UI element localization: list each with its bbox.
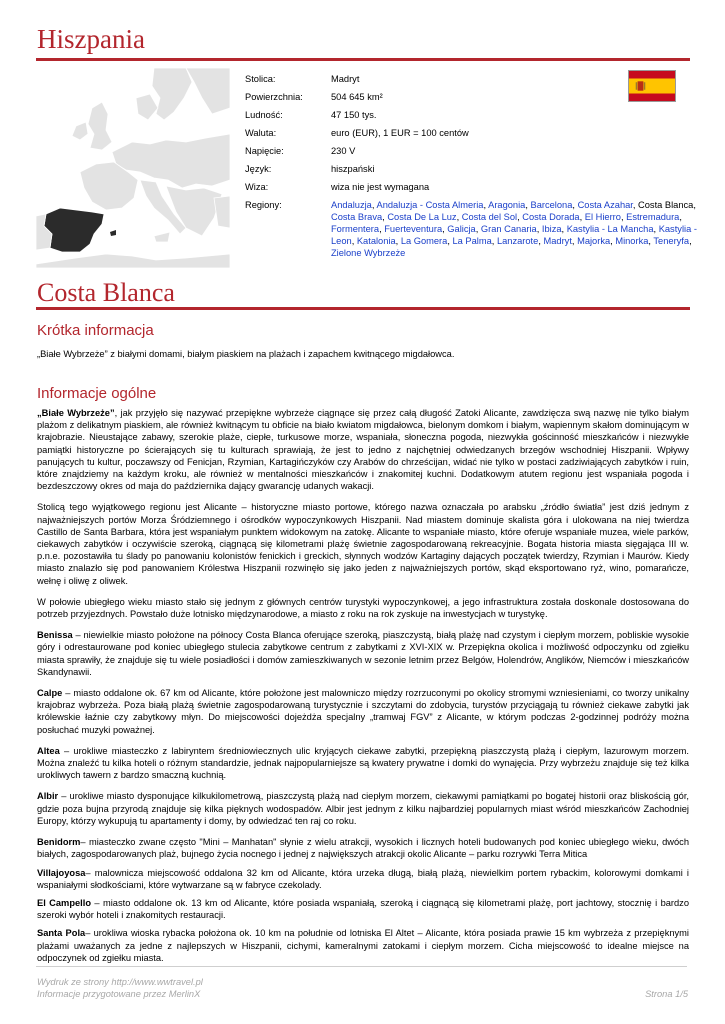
footer-divider: [36, 966, 687, 967]
info-label: Regiony:: [245, 200, 282, 210]
info-label: Napięcie:: [245, 146, 284, 156]
paragraph-lead: Santa Pola: [37, 928, 86, 939]
paragraph-text: – miasto oddalone ok. 67 km od Alicante, które położone jest malowniczo między rozrzuconymi po okolicy stromymi wzniesieniami, co tworzy unikalny krajobraz wybrzeża. Poza białą plażą świetnie zagospodarowaną turystycznie i szczytami do zdobycia, turystów przyciągają tu również ciekawe zabytki jak królewskie łaźnie czy zabytkowy młyn. Do miejscowości dojeżdża specjalny „tramwaj FGV” z Alicante, w którym podczas 2-godzinnej podróży można posłuchać muzyki poważnej.: [37, 688, 689, 735]
info-row-visa: [245, 181, 700, 193]
region-link[interactable]: Costa De La Luz: [387, 212, 457, 222]
region-link[interactable]: Formentera: [331, 224, 380, 234]
region-link[interactable]: Barcelona: [530, 200, 573, 210]
region-link[interactable]: Andaluzja - Costa Almeria: [376, 200, 484, 210]
paragraph: [37, 927, 689, 964]
paragraph-text: – miasteczko zwane często "Mini – Manhatan" słynie z wielu atrakcji, wysokich i licznych hoteli budowanych pod koniec ubiegłego wieku, dwóch białych, zagospodarowanych plaż, bujnego życia nocnego i jednej z największych atrakcji okolic Alicante – parku rozrywki Terra Mitica: [37, 837, 689, 860]
paragraph-lead: Calpe: [37, 688, 63, 699]
info-label: Waluta:: [245, 128, 277, 138]
region-link[interactable]: Lanzarote: [496, 236, 539, 246]
region-link[interactable]: Kastylia - Leon: [331, 224, 697, 246]
paragraph-text: – urokliwe miasteczko z labiryntem średniowiecznych ulic kryjących ciekawe zabytki, przepiękną piaszczystą plażą i ciepłym, lazurowym morzem. Można znaleźć tu kilka hoteli o różnym standardzie, jednak najpopularniejsze są kwatery prywatne i domki do wynajęcia. Przy wybrzeżu znajduje się też kilka urokliwych tawern z bardzo smaczną kuchnią.: [37, 745, 689, 781]
section-title: Costa Blanca: [37, 278, 175, 307]
info-row-regions: [245, 199, 700, 259]
paragraph: [37, 745, 689, 782]
paragraph-lead: „Białe Wybrzeże”: [37, 408, 115, 418]
info-value: wiza nie jest wymagana: [331, 182, 430, 192]
region-link[interactable]: Teneryfa: [653, 236, 690, 246]
section-divider: [36, 307, 690, 310]
region-link[interactable]: La Palma: [452, 236, 492, 246]
paragraph-lead: Altea: [37, 745, 60, 756]
paragraph-lead: El Campello: [37, 897, 92, 908]
region-link[interactable]: Costa Brava: [331, 212, 383, 222]
title-divider: [36, 58, 690, 61]
info-label: Powierzchnia:: [245, 92, 303, 102]
region-link[interactable]: La Gomera: [400, 236, 448, 246]
region-link[interactable]: Aragonia: [488, 200, 526, 210]
info-row-currency: [245, 127, 700, 139]
paragraph: [37, 596, 689, 620]
region-link[interactable]: El Hierro: [584, 212, 621, 222]
region-link[interactable]: Ibiza: [541, 224, 562, 234]
info-row-language: [245, 163, 700, 175]
paragraph: [37, 867, 689, 891]
region-link[interactable]: Estremadura: [626, 212, 680, 222]
region-link[interactable]: Kastylia - La Mancha: [566, 224, 654, 234]
paragraph-text: W połowie ubiegłego wieku miasto stało się jednym z głównych centrów turystyki wypoczynkowej, a jego infrastruktura została doskonale dostosowana do potrzeb przyjezdnych. Powstało duże lotnisko międzynarodowe, a miasto z roku na rok zyskuje na inwestycjach w turystykę.: [37, 596, 689, 620]
region-link: Costa Blanca: [638, 200, 694, 210]
info-row-voltage: [245, 145, 700, 157]
page-title: Hiszpania: [37, 24, 145, 54]
region-link[interactable]: Costa Azahar: [577, 200, 633, 210]
paragraph: [37, 836, 689, 860]
regions-list: Andaluzja, Andaluzja - Costa Almeria, Aragonia, Barcelona, Costa Azahar, Costa Blanca, Costa Brava, Costa De La Luz, Costa del Sol, Costa Dorada, El Hierro, Estremadura, Formentera, Fuerteventura, Galicja, Gran Canaria, Ibiza, Kastylia - La Mancha, Kastylia - Leon, Katalonia, La Gomera, La Palma, Lanzarote, Madryt, Majorka, Minorka, Teneryfa, Zielone Wybrzeże: [331, 200, 697, 258]
footer-prepared-by: Informacje przygotowane przez MerlinX: [37, 989, 201, 999]
region-link[interactable]: Zielone Wybrzeże: [331, 248, 406, 258]
paragraph: [37, 687, 689, 736]
info-value: Madryt: [331, 74, 360, 84]
info-value: 47 150 tys.: [331, 110, 377, 120]
info-label: Ludność:: [245, 110, 283, 120]
info-label: Język:: [245, 164, 272, 174]
short-info-heading: Krótka informacja: [37, 322, 154, 339]
paragraph: [37, 501, 689, 586]
paragraph-text: – niewielkie miasto położone na północy Costa Blanca oferujące szeroką, piaszczystą, białą plażę nad czystym i ciepłym morzem, pobliskie wysokie góry i odrestaurowane pod koniec ubiegłego stulecia zabytkowe centrum z zabytkami z XVI-XIX w. Przepiękna okolica i możliwość odpoczynku od zgiełku miasta sprawiły, że znajduje się tu wiele posiadłości i domów zamieszkiwanych w sezonie letnim przez Belgów, Holendrów, Anglików, Niemców i mieszkańców Skandynawii.: [37, 630, 689, 677]
footer-source: [37, 976, 203, 1000]
paragraph-text: – malownicza miejscowość oddalona 32 km od Alicante, która urzeka długą, białą plażą, niewielkim portem rybackim, kolorowymi domkami i wspaniałymi słodkościami, które wytwarzane są w fabryce czekolady.: [37, 867, 689, 890]
page-number: Strona 1/5: [645, 989, 688, 999]
spain-flag-icon: [628, 70, 676, 102]
paragraph-lead: Albir: [37, 791, 59, 802]
region-link[interactable]: Minorka: [615, 236, 649, 246]
region-link[interactable]: Majorka: [577, 236, 611, 246]
region-link[interactable]: Madryt: [543, 236, 572, 246]
paragraph: [37, 629, 689, 678]
paragraph-text: Stolicą tego wyjątkowego regionu jest Alicante – historyczne miasto portowe, którego nazwa oznaczała po arabsku „źródło światła” jest dziś jednym z najważniejszych portów Morza Śródziemnego i ośrodków wypoczynkowych Hiszpanii. Nad miastem dominuje skalista góra i ulokowana na niej twierdza Castillo de Santa Barbara, która jest wspaniałym punktem widokowym na zatokę. Alicante to wspaniałe miasto, które oferuje wspaniałe muzea, wiele parków, ciekawych zabytków i oczywiście szeroką, ciągnącą się kilometrami plażę świetnie zagospodarowaną rekreacyjnie. Bogata historia miasta sięgająca III w. p.n.e. pozostawiła tu ślady po panowaniu kolonistów fenickich i greckich, słynnych wodzów Kartaginy dających początek twierdzy, Rzymian i Maurów. Kiedy miasto znalazło się pod panowaniem Królestwa Hiszpanii rozwinęło się jako jeden z najważniejszych portów, skąd eksportowano ryż, wino, pomarańcze, wełnę i oliwę z oliwek.: [37, 502, 689, 586]
paragraph-lead: Villajoyosa: [37, 867, 86, 878]
country-map: [36, 68, 230, 268]
general-info-heading: Informacje ogólne: [37, 385, 157, 402]
paragraph-text: – urokliwa wioska rybacka położona ok. 10 km na południe od lotniska El Altet – Alicante, która posiada prawie 15 km wybrzeża z przepięknymi plażami uważanych za jedne z najlepszych w Hiszpanii, cichymi, kameralnymi zatokami i ciepłym morzem. Cicha miejscowość to idealne miejsce na odpoczynek od zgiełku miasta.: [37, 928, 689, 963]
region-link[interactable]: Costa del Sol: [461, 212, 518, 222]
region-link[interactable]: Costa Dorada: [522, 212, 580, 222]
general-info-content: [37, 407, 689, 970]
paragraph-text: , jak przyjęło się nazywać przepiękne wybrzeże ciągnące się przez całą długość Zatoki Alicante, zawdzięcza swą nazwę nie tylko białym plażom z delikatnym piaskiem, ale również kwitnącym tu obficie na biało kwiatom migdałowca, bielonym domkom i białym, wapiennym skałom dominującym w krajobrazie. Nieustające zabawy, szerokie plaże, ciepłe, turkusowe morze, wspaniała, słoneczna pogoda, niezwykła gościnność mieszkańców i niezwykłe pamiątki historyczne po ścierających się tu kulturach sprawiają, że jest to jedno z najchętniej odwiedzanych brzegów wschodniej Hiszpanii. Wpływy panujących tu kultur, poczawszy od Fenicjan, Rzymian, Kartagińczyków czy Arabów do chrześcijan, widać nie tylko w postaci zadziwiających zabytków i ruin, które znajdziemy na każdym kroku, ale również w mentalności mieszkańców i znakomitej kuchni. Dodatkowym atutem regionu jest wspaniała pogoda i bezdeszczowy okres od maja do października dający gwarancję udanych wakacji.: [37, 408, 689, 492]
paragraph-text: – urokliwe miasto dysponujące kilkukilometrową, piaszczystą plażą nad ciepłym morzem, ciekawymi pamiątkami po bogatej historii oraz bliskością gór, gdzie poza bujna przyrodą znajduje się kilka pięknych wodospadów. Albir jest jednym z kilku najbardziej popularnych miast wśród mieszkańców Zachodniej Europy, którzy wykupują tu apartamenty i domy, by odwiedzać ten raj co roku.: [37, 791, 689, 826]
info-value: hiszpański: [331, 164, 375, 174]
region-link[interactable]: Katalonia: [356, 236, 396, 246]
region-link[interactable]: Fuerteventura: [384, 224, 443, 234]
paragraph: [37, 790, 689, 827]
info-label: Wiza:: [245, 182, 269, 192]
info-value: euro (EUR), 1 EUR = 100 centów: [331, 128, 469, 138]
info-value: 504 645 km²: [331, 92, 383, 102]
info-value: 230 V: [331, 146, 356, 156]
paragraph: [37, 897, 689, 921]
paragraph-text: – miasto oddalone ok. 13 km od Alicante, które posiada wspaniałą, szeroką i ciągnącą się kilometrami plażę, port jachtowy, stocznię i bardzo szeroki wybór hoteli i znakomitych restauracji.: [37, 897, 689, 921]
paragraph-lead: Benidorm: [37, 837, 81, 848]
footer-source-url: Wydruk ze strony http://www.wwtravel.pl: [37, 977, 203, 987]
paragraph-lead: Benissa: [37, 630, 73, 641]
region-link[interactable]: Galicja: [447, 224, 476, 234]
short-info-text: „Białe Wybrzeże” z białymi domami, białym piaskiem na plażach i zapachem kwitnącego migdałowca.: [37, 349, 455, 359]
region-link[interactable]: Andaluzja: [331, 200, 372, 210]
paragraph: [37, 407, 689, 492]
info-row-population: [245, 109, 700, 121]
region-link[interactable]: Gran Canaria: [480, 224, 537, 234]
info-label: Stolica:: [245, 74, 276, 84]
